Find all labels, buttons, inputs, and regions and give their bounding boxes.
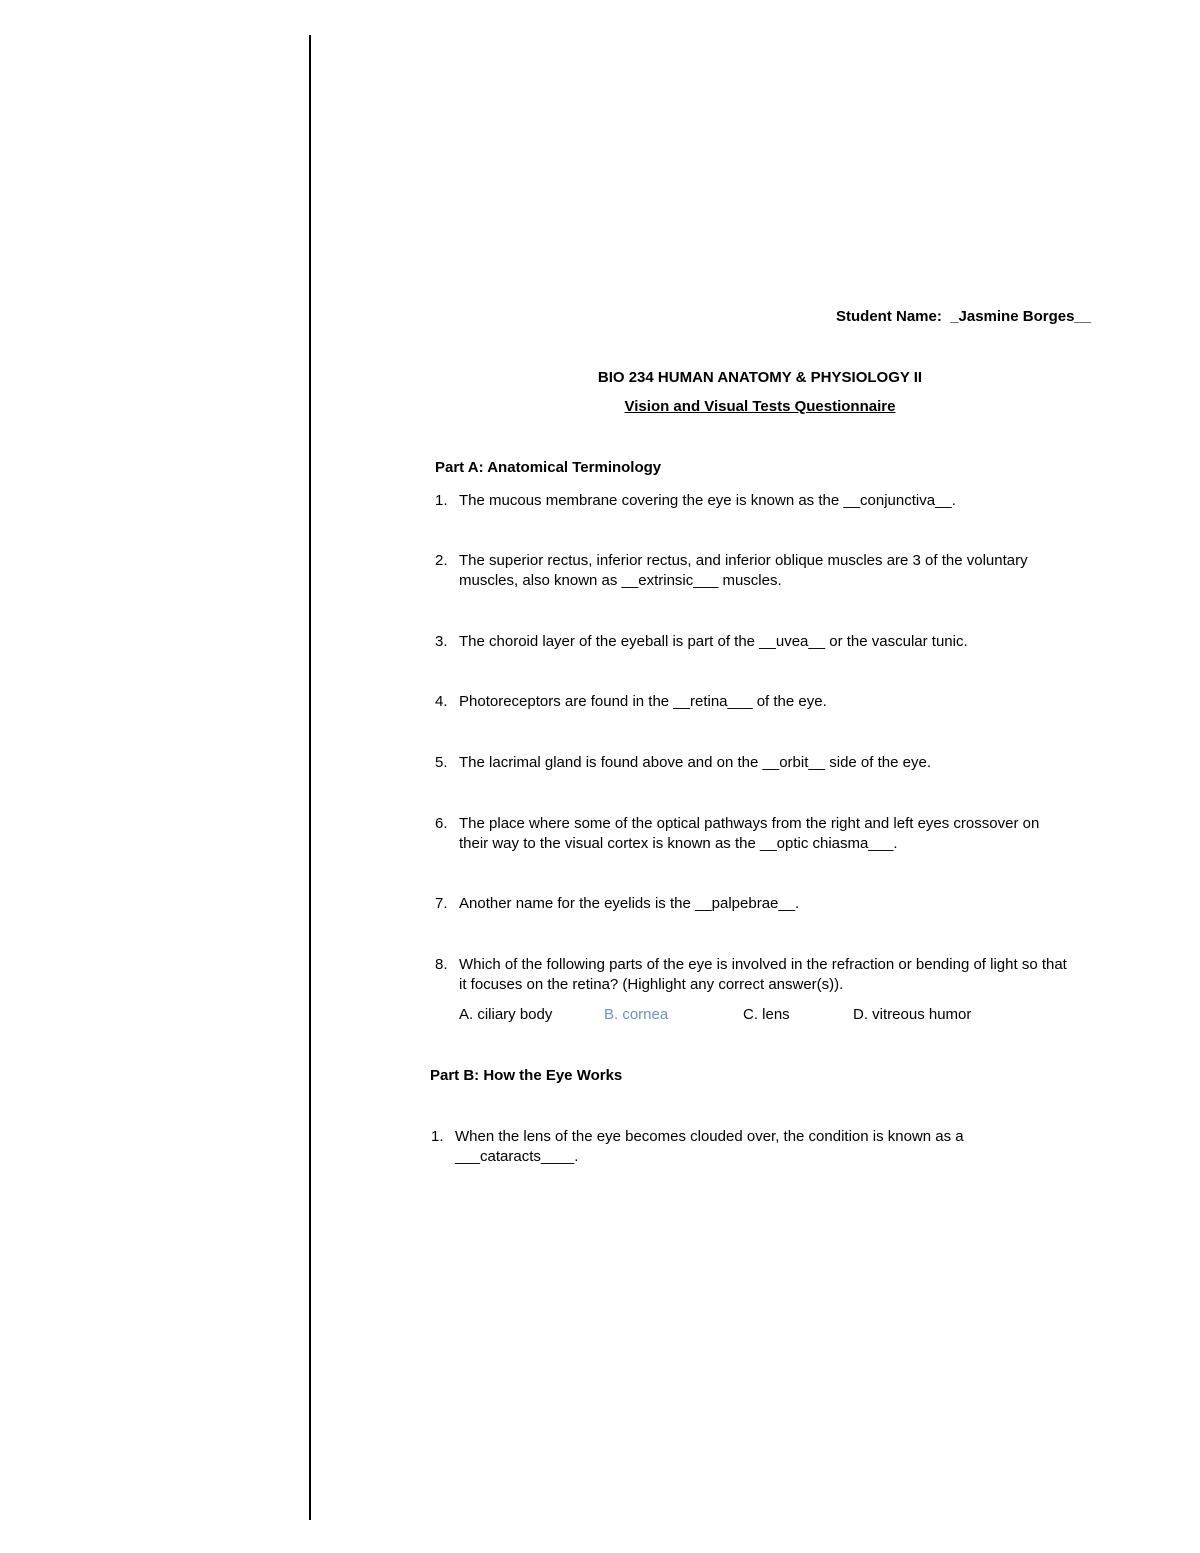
part-a-heading: Part A: Anatomical Terminology xyxy=(435,459,662,476)
question-text: Photoreceptors are found in the __retina___ of the eye. xyxy=(459,693,827,710)
question-number: 1. xyxy=(435,492,448,509)
question-number: 2. xyxy=(435,552,448,569)
question-text-cont: their way to the visual cortex is known as the __optic chiasma___. xyxy=(459,835,898,852)
question-text: The lacrimal gland is found above and on the __orbit__ side of the eye. xyxy=(459,754,931,771)
question-text-cont: it focuses on the retina? (Highlight any correct answer(s)). xyxy=(459,976,844,993)
option-d-vitreous-humor[interactable]: D. vitreous humor xyxy=(853,1006,972,1023)
question-number: 4. xyxy=(435,693,448,710)
option-c-lens[interactable]: C. lens xyxy=(743,1006,790,1023)
questionnaire-title: Vision and Visual Tests Questionnaire xyxy=(624,398,896,415)
question-text-cont: muscles, also known as __extrinsic___ muscles. xyxy=(459,572,782,589)
question-number: 3. xyxy=(435,633,448,650)
part-b-heading: Part B: How the Eye Works xyxy=(430,1067,623,1084)
question-number: 6. xyxy=(435,815,448,832)
question-text: Which of the following parts of the eye is involved in the refraction or bending of light so that xyxy=(459,956,1067,973)
question-text: The mucous membrane covering the eye is known as the __conjunctiva__. xyxy=(459,492,956,509)
student-name-label: Student Name: xyxy=(836,308,942,325)
option-b-cornea-highlighted[interactable]: B. cornea xyxy=(604,1006,669,1023)
question-number: 5. xyxy=(435,754,448,771)
question-text-cont: ___cataracts____. xyxy=(455,1148,579,1165)
question-text: The place where some of the optical pathways from the right and left eyes crossover on xyxy=(459,815,1040,832)
left-margin-rule xyxy=(309,35,311,1520)
course-title: BIO 234 HUMAN ANATOMY & PHYSIOLOGY II xyxy=(597,369,923,386)
question-text: The choroid layer of the eyeball is part of the __uvea__ or the vascular tunic. xyxy=(459,633,968,650)
question-text: The superior rectus, inferior rectus, and inferior oblique muscles are 3 of the voluntary xyxy=(459,552,1028,569)
question-number: 7. xyxy=(435,895,448,912)
student-name-value: _Jasmine Borges__ xyxy=(950,308,1092,325)
student-name xyxy=(836,308,1091,325)
question-text: When the lens of the eye becomes clouded over, the condition is known as a xyxy=(455,1128,964,1145)
question-number: 1. xyxy=(431,1128,444,1145)
option-a-ciliary-body[interactable]: A. ciliary body xyxy=(459,1006,553,1023)
question-number: 8. xyxy=(435,956,448,973)
question-text: Another name for the eyelids is the __palpebrae__. xyxy=(459,895,800,912)
